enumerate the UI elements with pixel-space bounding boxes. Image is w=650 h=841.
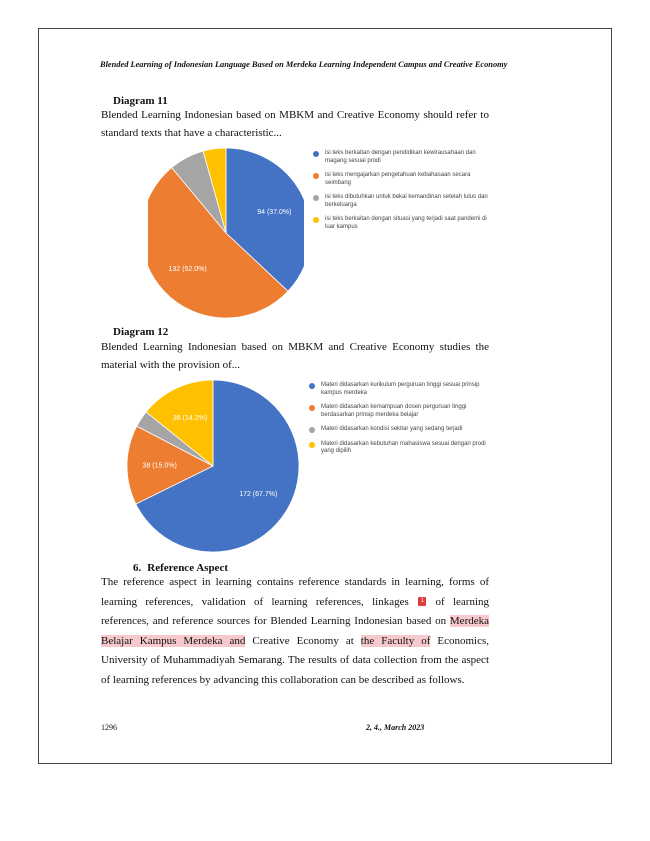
pie-label-12-2: 38 (15.0%) — [142, 462, 177, 470]
legend-item-11-3 — [313, 194, 495, 209]
legend-item-11-2 — [313, 172, 495, 187]
legend-item-12-3 — [309, 426, 491, 434]
diagram-12-title: Diagram 12 — [113, 326, 169, 338]
highlight-1[interactable]: Merdeka Belajar Kampus Merdeka and — [101, 615, 489, 647]
legend-swatch — [309, 383, 315, 389]
legend-label: Materi didasarkan kebutuhan mahasiswa sesuai dengan prodi yang dipilih — [321, 440, 486, 454]
running-header: Blended Learning of Indonesian Language Based on Merdeka Learning Independent Campus and Creative Economy — [100, 60, 508, 69]
legend-label: isi teks mengajarkan pengetahuan kebahasaan secara seimbang — [325, 172, 471, 186]
section-paragraph — [101, 573, 489, 690]
highlight-2[interactable]: the Faculty of — [360, 634, 431, 647]
paragraph-text-2: of learning references, and reference sources for Blended Learning Indonesian based on — [101, 595, 490, 627]
legend-item-12-4 — [309, 441, 491, 456]
diagram-11-title: Diagram 11 — [113, 95, 168, 107]
legend-label: Materi didasarkan kemampuan dosen perguruan tinggi berdasarkan prinsip merdeka belajar — [321, 404, 467, 418]
legend-item-12-2 — [309, 404, 491, 419]
pie-chart-12 — [124, 378, 302, 554]
paragraph-text-3: Creative Economy at — [245, 634, 361, 647]
legend-item-11-1 — [313, 150, 495, 165]
pie-label-12-4: 36 (14.2%) — [172, 414, 208, 422]
page-number: 1296 — [101, 723, 117, 732]
legend-label: isi teks dibutuhkan untuk bekal kemandirian setelah lulus dan berkeluarga — [325, 194, 488, 208]
legend-label: isi teks berkaitan dengan situasi yang terjadi saat pandemi di luar kampus — [325, 216, 487, 230]
legend-label: Materi didasarkan kondisi sekitar yang sedang terjadi — [321, 426, 463, 432]
journal-issue: 2, 4., March 2023 — [366, 723, 425, 732]
legend-swatch — [309, 442, 315, 448]
legend-swatch — [309, 427, 315, 433]
legend-label: Materi didasarkan kurikulum perguruan tinggi sesuai prinsip kampus merdeka — [321, 382, 480, 396]
legend-label: isi teks berkaitan dengan pendidikan kewirausahaan dan magang sesuai prodi — [325, 150, 476, 164]
legend-item-12-1 — [309, 382, 491, 397]
diagram-11-caption: Blended Learning Indonesian based on MBKM and Creative Economy should refer to standard texts that have a characteristic... — [101, 109, 489, 139]
legend-swatch — [313, 195, 319, 201]
paragraph-text-4: Economics, University of Muhammadiyah Semarang. The results of data collection from the aspect of learning references by advancing this collaboration can be described as follows. — [101, 634, 489, 686]
pie-label-11-2: 132 (52.0%) — [168, 266, 207, 274]
pie-chart-11 — [148, 146, 304, 320]
legend-11 — [313, 150, 495, 238]
pie-label-12-1: 172 (67.7%) — [239, 491, 278, 499]
section-title: Reference Aspect — [147, 562, 228, 574]
legend-swatch — [313, 151, 319, 157]
comment-marker[interactable]: 1 — [418, 597, 426, 606]
paragraph-text-1: The reference aspect in learning contains reference standards in learning, forms of learning references, validation of learning references, linkages — [101, 576, 489, 608]
legend-12 — [309, 382, 491, 463]
diagram-12-caption: Blended Learning Indonesian based on MBKM and Creative Economy studies the material with the provision of... — [101, 341, 489, 371]
legend-swatch — [309, 405, 315, 411]
legend-swatch — [313, 173, 319, 179]
legend-item-11-4 — [313, 216, 495, 231]
legend-swatch — [313, 217, 319, 223]
pie-label-11-1: 94 (37.0%) — [257, 209, 292, 217]
section-number: 6. — [133, 562, 142, 574]
